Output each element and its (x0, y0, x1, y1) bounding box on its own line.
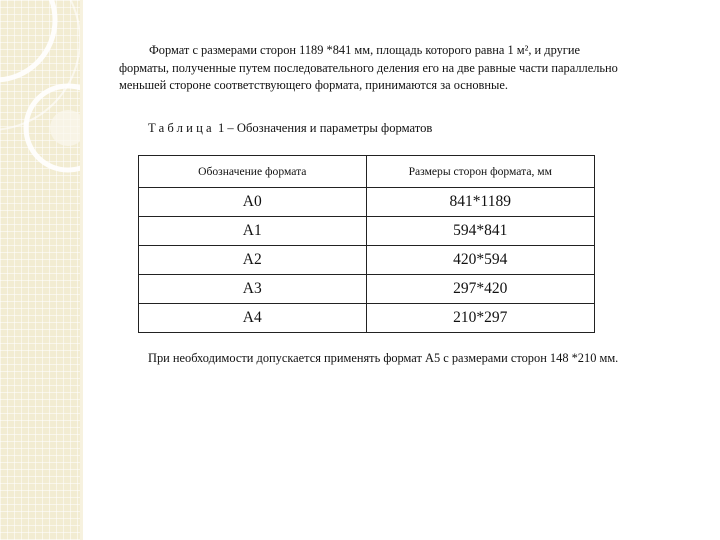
table-row (139, 304, 595, 333)
table-row (139, 246, 595, 275)
paragraph-line-3: меньшей стороне соответствующего формата, принимаются за основные. (119, 78, 508, 92)
header-designation: Обозначение формата (139, 156, 367, 188)
cell-designation: А1 (139, 217, 367, 246)
paragraph-line-2: форматы, полученные путем последовательного деления его на две равные части параллельно (119, 60, 618, 75)
table-caption (148, 121, 432, 136)
intro-paragraph (119, 42, 691, 95)
formats-table (138, 155, 595, 333)
header-size: Размеры сторон формата, мм (366, 156, 594, 188)
note-text: При необходимости допускается применять формат А5 с размерами сторон 148 *210 мм. (148, 351, 619, 365)
strip-edge (80, 0, 83, 540)
cell-designation: А3 (139, 275, 367, 304)
table-caption-label: Таблица (148, 121, 215, 135)
table-header-row (139, 156, 595, 188)
cell-designation: А0 (139, 188, 367, 217)
cell-size: 420*594 (366, 246, 594, 275)
table-row (139, 217, 595, 246)
table-row (139, 275, 595, 304)
cell-size: 297*420 (366, 275, 594, 304)
cell-designation: А4 (139, 304, 367, 333)
paragraph-line-1: Формат с размерами сторон 1189 *841 мм, площадь которого равна 1 м², и другие (149, 43, 581, 57)
cell-size: 594*841 (366, 217, 594, 246)
cell-designation: А2 (139, 246, 367, 275)
cell-size: 210*297 (366, 304, 594, 333)
table-row (139, 188, 595, 217)
decorative-left-strip (0, 0, 80, 540)
cell-size: 841*1189 (366, 188, 594, 217)
decorative-circles (0, 0, 80, 540)
table-caption-text: 1 – Обозначения и параметры форматов (214, 121, 433, 135)
